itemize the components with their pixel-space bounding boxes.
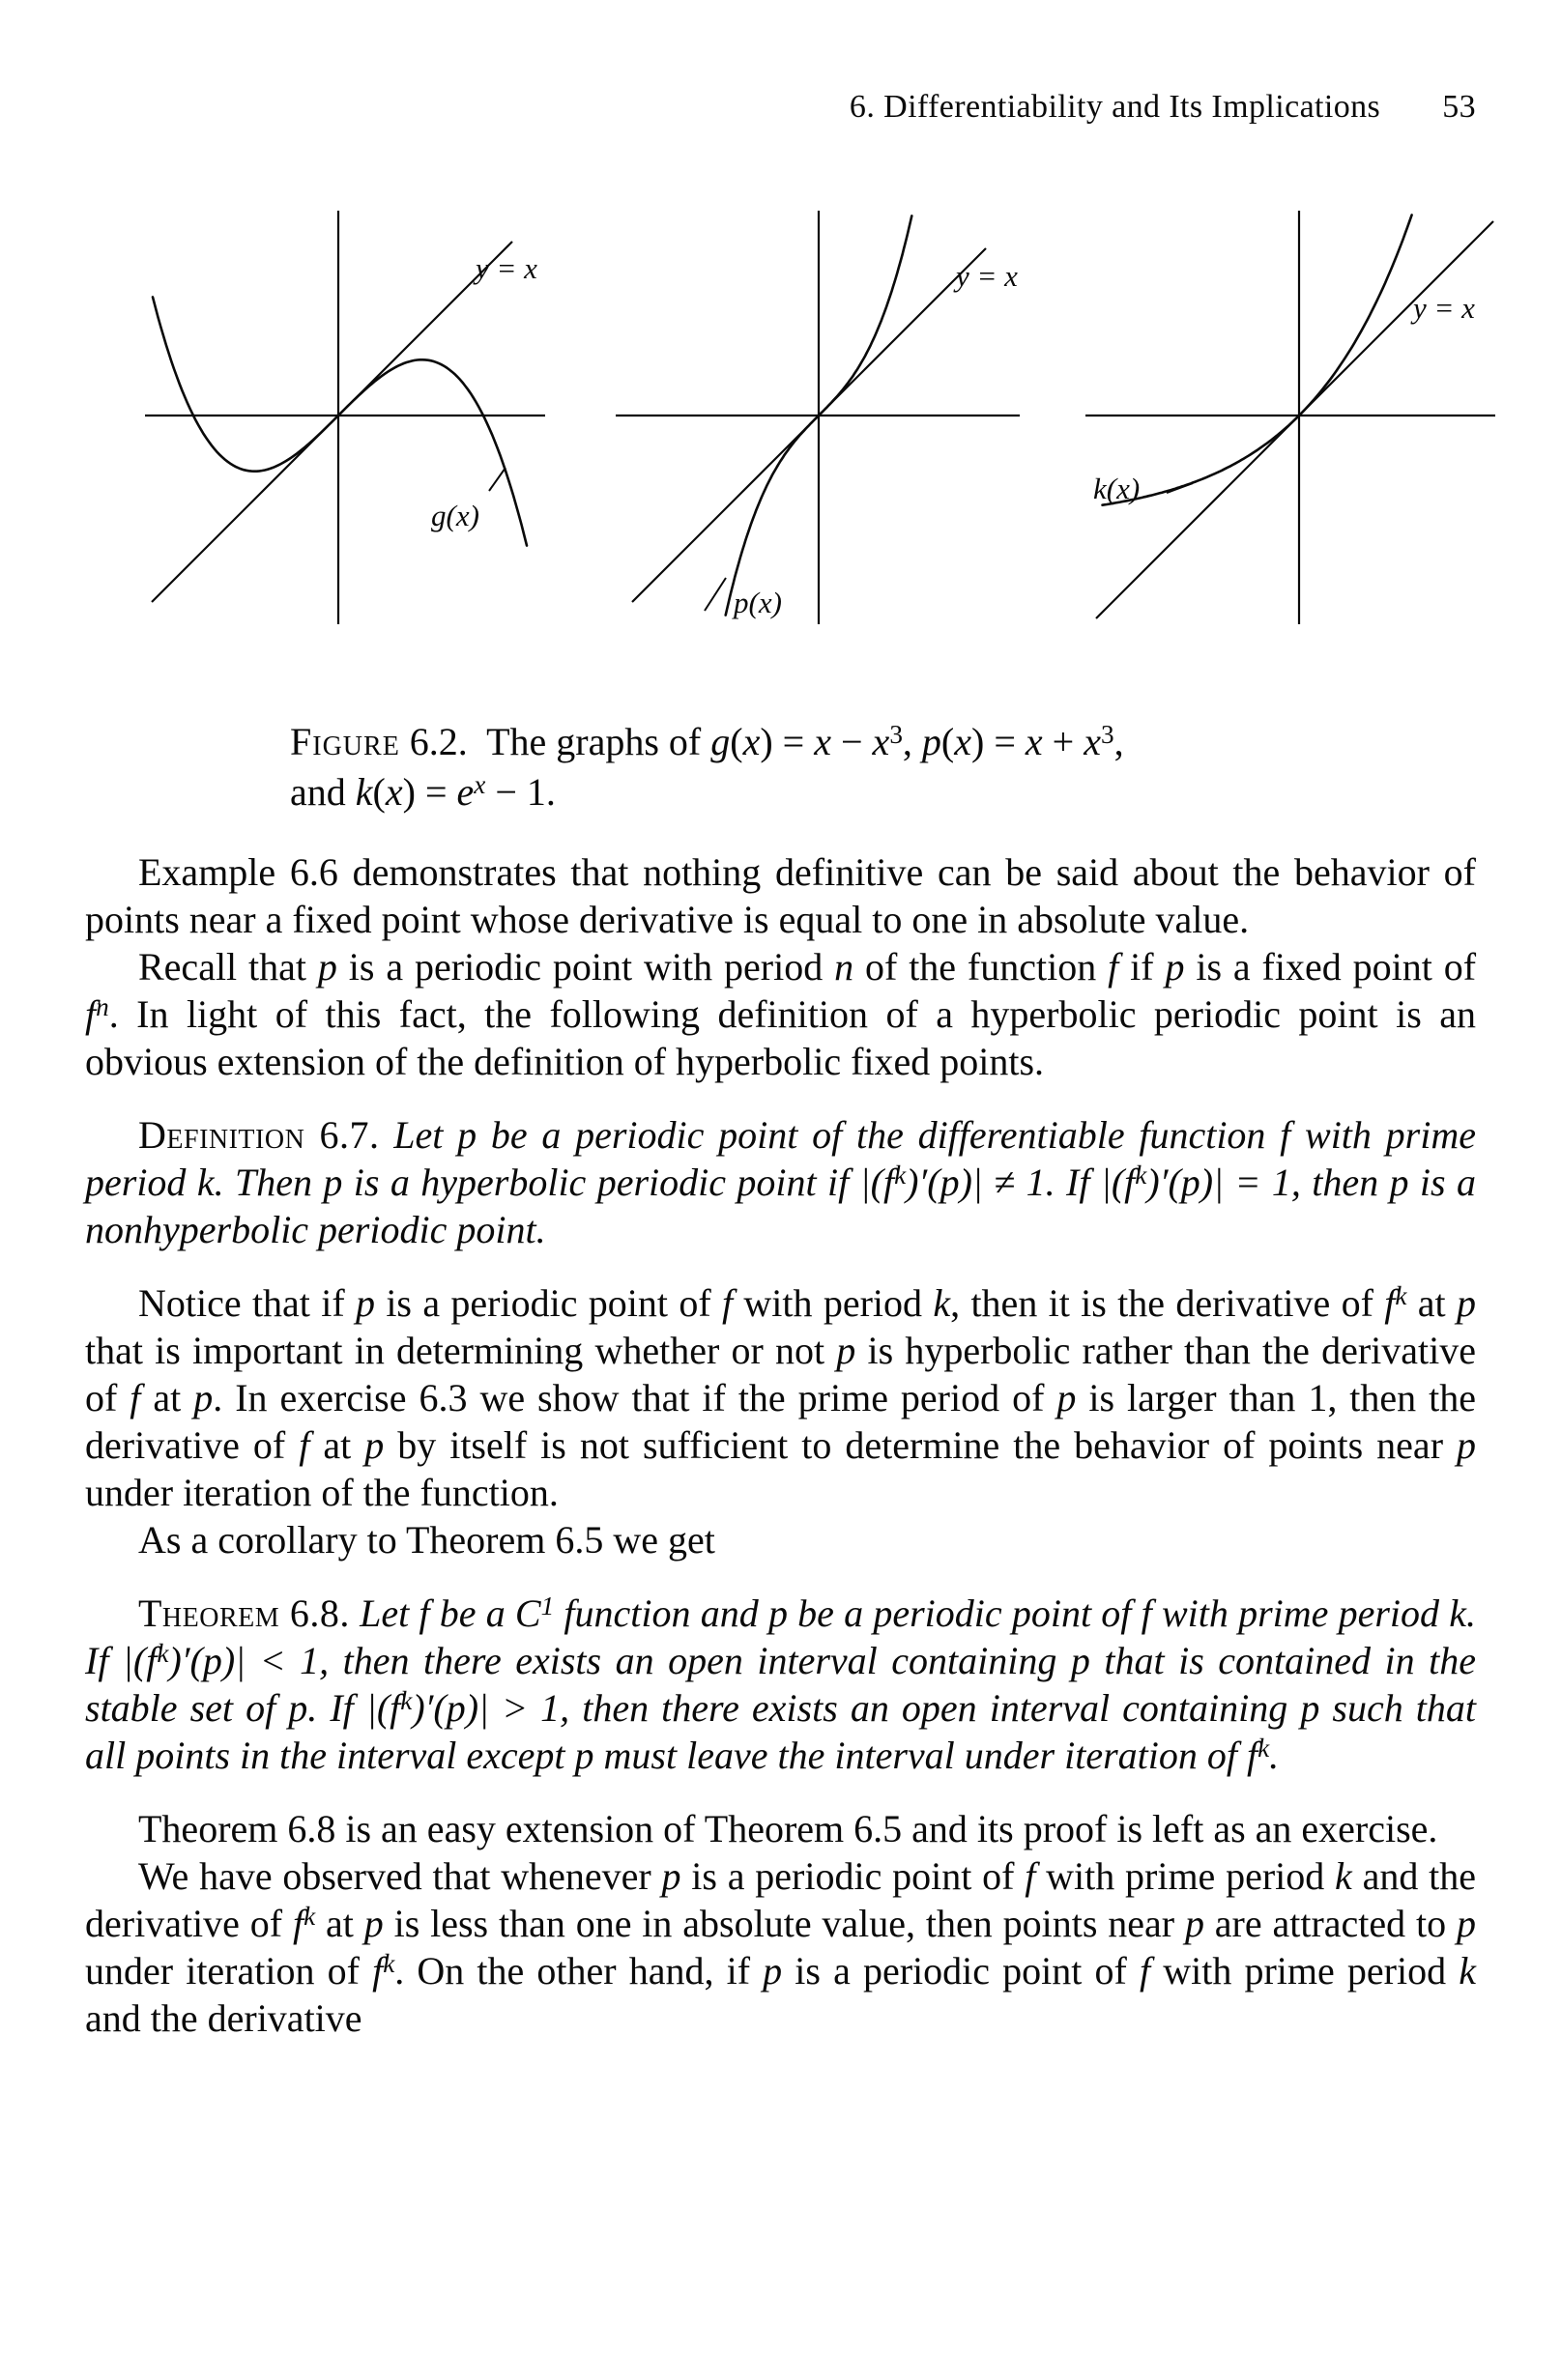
page-number: 53 — [1442, 89, 1476, 125]
identity-line-label: y = x — [955, 259, 1018, 293]
paragraph-example: Example 6.6 demonstrates that nothing definitive can be said about the behavior of points near a fixed point whose derivative is equal to one in absolute value. — [85, 850, 1476, 941]
body-text — [85, 848, 1476, 2042]
paragraph-extension: Theorem 6.8 is an easy extension of Theorem 6.5 and its proof is left as an exercise. — [138, 1807, 1438, 1850]
caption-line-1: Figure 6.2. The graphs of $g(x) = x - x^3$, $p(x) = x + x^3$, — [290, 719, 1124, 763]
paragraph-observed: We have observed that whenever p is a periodic point of f with prime period k and the derivative of $f^k$ at p is less than one in absolute value, then points near p are attracted to p under iteration of $f^k$. On the other hand, if p is a periodic point of f with prime period k and the derivative — [85, 1854, 1476, 2040]
figure-6-2 — [135, 205, 1501, 626]
paragraph-notice: Notice that if p is a periodic point of f with period k, then it is the derivative of $f^k$ at p that is important in determining whether or not p is hyperbolic rather than the derivative of f at p. In exercise 6.3 we show that if the prime period of p is larger than 1, then the derivative of f at p by itself is not sufficient to determine the behavior of points near p under iteration of the function. — [85, 1280, 1477, 1514]
figure-panel-k — [1080, 205, 1501, 626]
running-head-title: 6. Differentiability and Its Implications — [849, 89, 1381, 125]
identity-line-label: y = x — [1413, 291, 1475, 325]
g-label-pointer-line — [489, 468, 506, 491]
definition-6-7: Definition 6.7. Let p be a periodic point of the differentiable function f with prime period k. Then p is a hyperbolic periodic point if $|(f^k)'(p)| \ne 1$. If $|(f^k)'(p)| = 1$, then p is a nonhyperbolic periodic point. — [85, 1113, 1477, 1251]
page-header — [85, 89, 1476, 126]
curve-k-label: k(x) — [1093, 472, 1141, 505]
p-label-pointer-line — [705, 578, 726, 611]
curve-g-label: g(x) — [431, 499, 479, 532]
paragraph-recall: Recall that p is a periodic point with period n of the function f if p is a fixed point of $f^n$. In light of this fact, the following definition of a hyperbolic periodic point is an obvious extension of the definition of hyperbolic fixed points. — [85, 945, 1477, 1083]
paragraph-corollary: As a corollary to Theorem 6.5 we get — [138, 1518, 715, 1562]
figure-panel-g — [135, 205, 557, 626]
k-label-pointer-line — [1167, 483, 1193, 493]
caption-line-2: and $k(x) = e^x - 1$. — [290, 769, 556, 814]
curve-k — [1103, 215, 1412, 505]
figure-caption — [290, 717, 1416, 817]
theorem-6-8: Theorem 6.8. Let f be a $C^1$ function and p be a periodic point of f with prime period k. If $|(f^k)'(p)| < 1$, then there exists an open interval containing p that is contained in the stable set of p. If $|(f^k)'(p)| > 1$, then there exists an open interval containing p such that all points in the interval except p must leave the interval under iteration of $f^k$. — [85, 1591, 1476, 1777]
identity-line-label: y = x — [476, 251, 537, 285]
figure-panel-p — [608, 205, 1029, 626]
curve-p-label: p(x) — [733, 586, 782, 619]
